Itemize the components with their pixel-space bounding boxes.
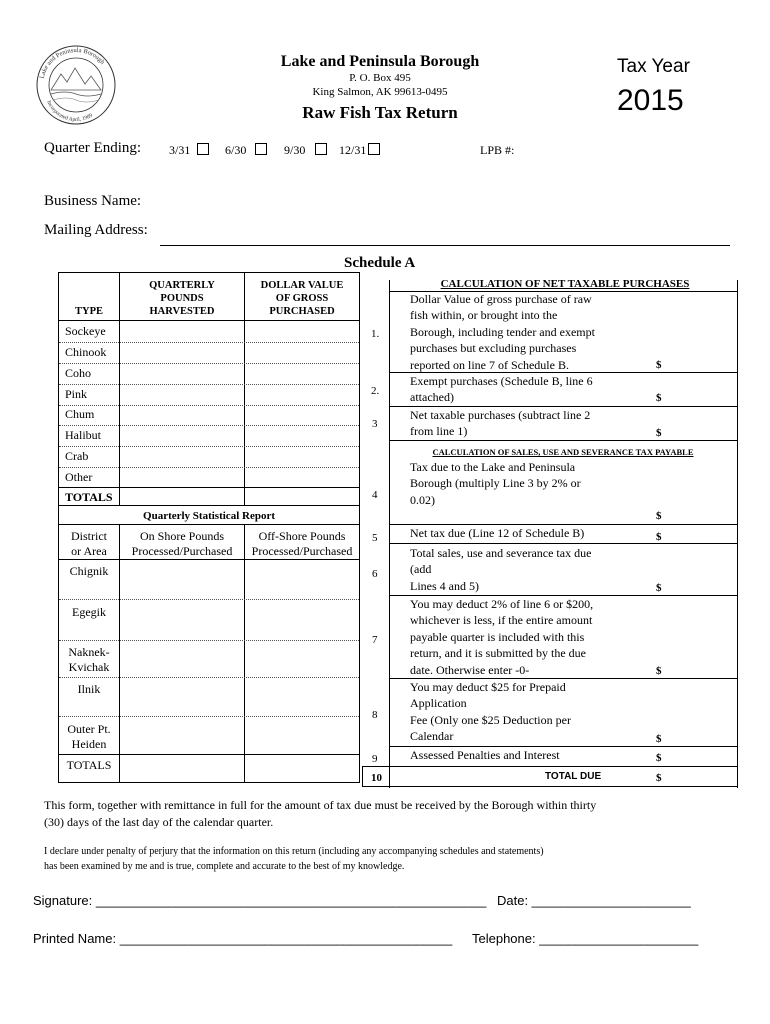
telephone-field[interactable]: Telephone: ______________________ [472, 931, 699, 946]
line3-text: from line 1) [410, 424, 468, 439]
line-number: 1. [371, 328, 380, 340]
quarter-checkbox-12-31[interactable] [368, 143, 380, 155]
line-number: 3 [372, 418, 378, 430]
quarter-checkbox-9-30[interactable] [315, 143, 327, 155]
line8-dollar: $ [656, 733, 662, 745]
signature-field[interactable]: Signature: ______________________________________________________ [33, 893, 487, 908]
line1-text: Borough, including tender and exempt [410, 324, 595, 339]
stat-col-onshore: Processed/Purchased [131, 544, 233, 558]
species-crab: Crab [65, 449, 89, 463]
line9-text: Assessed Penalties and Interest [410, 748, 560, 762]
organization-name: Lake and Peninsula Borough [280, 53, 480, 70]
line-number: 2. [371, 385, 380, 397]
line6-text: Lines 4 and 5) [410, 578, 479, 593]
remittance-notice: (30) days of the last day of the calendar quarter. [44, 815, 274, 829]
line5-dollar: $ [656, 531, 662, 543]
species-halibut: Halibut [65, 428, 101, 442]
stat-col-district: or Area [71, 544, 107, 558]
district-ilnik: Ilnik [77, 682, 101, 696]
sales-tax-heading: CALCULATION OF SALES, USE AND SEVERANCE TAX PAYABLE [432, 447, 694, 457]
totals-row-label: TOTALS [65, 490, 113, 504]
line7-text: return, and it is submitted by the due [410, 646, 586, 661]
lpb-number-label: LPB #: [480, 143, 515, 157]
total-due-label: TOTAL DUE [545, 771, 602, 782]
borough-seal-logo [35, 44, 117, 126]
stat-col-offshore: Processed/Purchased [251, 544, 353, 558]
quarter-option-label: 12/31 [339, 143, 367, 157]
col-type-header: TYPE [74, 306, 103, 317]
form-title: Raw Fish Tax Return [302, 103, 458, 122]
line8-text: Fee (Only one $25 Deduction per [410, 712, 571, 727]
line6-dollar: $ [656, 582, 662, 594]
stat-col-onshore: On Shore Pounds [139, 529, 224, 543]
perjury-declaration: I declare under penalty of perjury that the information on this return (including any accompanying schedules and statements) [44, 846, 544, 857]
line4-text: 0.02) [410, 492, 435, 507]
line1-text: reported on line 7 of Schedule B. [410, 357, 569, 372]
po-box: P. O. Box 495 [349, 72, 411, 84]
business-name-label: Business Name: [44, 193, 142, 209]
line1-dollar: $ [656, 359, 662, 371]
total-due-dollar: $ [656, 772, 662, 784]
col-pounds-header: QUARTERLY [149, 280, 215, 291]
quarter-option-label: 6/30 [225, 143, 247, 157]
tax-year-label: Tax Year [617, 56, 690, 77]
col-value-header: DOLLAR VALUE [260, 280, 344, 291]
species-sockeye: Sockeye [65, 324, 106, 338]
line7-text: payable quarter is included with this [410, 629, 585, 644]
line6-text: (add [410, 562, 432, 577]
col-pounds-header: POUNDS [160, 293, 204, 304]
quarter-checkbox-6-30[interactable] [255, 143, 267, 155]
line4-text: Tax due to the Lake and Peninsula [410, 460, 576, 474]
city-state-zip: King Salmon, AK 99613-0495 [312, 86, 448, 98]
line1-text: purchases but excluding purchases [410, 341, 577, 356]
quarter-option-label: 9/30 [284, 143, 306, 157]
line2-text: Exempt purchases (Schedule B, line 6 [410, 374, 593, 388]
line-number: 9 [372, 753, 378, 765]
district-chignik: Chignik [69, 564, 109, 578]
line-number: 4 [372, 489, 378, 501]
date-field[interactable]: Date: ______________________ [497, 893, 691, 908]
stat-totals-label: TOTALS [66, 758, 112, 772]
line7-text: whichever is less, if the entire amount [410, 613, 593, 628]
stat-report-title: Quarterly Statistical Report [143, 510, 275, 522]
line4-dollar: $ [656, 510, 662, 522]
stat-col-offshore: Off-Shore Pounds [258, 529, 346, 543]
district-naknek-kvichak: Kvichak [68, 660, 110, 674]
svg-text:Incorporated April, 1989: Incorporated April, 1989 [45, 99, 94, 124]
line2-dollar: $ [656, 392, 662, 404]
stat-col-district: District [71, 529, 107, 543]
quarter-ending-label: Quarter Ending: [44, 140, 142, 156]
remittance-notice: This form, together with remittance in full for the amount of tax due must be received by the Borough within thirty [44, 798, 597, 812]
mailing-address-label: Mailing Address: [44, 222, 148, 238]
line-number: 5 [372, 532, 378, 544]
col-pounds-header: HARVESTED [149, 306, 215, 317]
district-egegik: Egegik [72, 605, 106, 619]
line-number: 7 [372, 634, 378, 646]
district-naknek-kvichak: Naknek- [68, 645, 110, 659]
col-value-header: PURCHASED [269, 306, 335, 317]
svg-text:Lake and Peninsula Borough: Lake and Peninsula Borough [38, 46, 106, 80]
tax-calculation-section [362, 272, 742, 792]
line8-text: Calendar [410, 729, 454, 744]
line8-text: Application [410, 696, 467, 711]
col-value-header: OF GROSS [275, 293, 329, 304]
line-number: 8 [372, 709, 378, 721]
species-coho: Coho [65, 366, 92, 380]
district-outer-pt-heiden: Outer Pt. [67, 722, 111, 736]
line7-text: You may deduct 2% of line 6 or $200, [410, 597, 594, 611]
species-other: Other [65, 470, 93, 484]
line3-dollar: $ [656, 427, 662, 439]
line-number: 6 [372, 568, 378, 580]
net-taxable-heading: CALCULATION OF NET TAXABLE PURCHASES [440, 278, 690, 290]
species-pink: Pink [65, 387, 88, 401]
line8-text: You may deduct $25 for Prepaid [410, 680, 566, 694]
line-number: 10 [371, 772, 382, 784]
line1-text: fish within, or brought into the [410, 308, 558, 323]
line7-text: date. Otherwise enter -0- [410, 662, 530, 677]
line5-text: Net tax due (Line 12 of Schedule B) [410, 526, 585, 540]
district-outer-pt-heiden: Heiden [71, 737, 107, 751]
line9-dollar: $ [656, 752, 662, 764]
quarter-option-label: 3/31 [169, 143, 191, 157]
line3-text: Net taxable purchases (subtract line 2 [410, 408, 591, 422]
schedule-title: Schedule A [344, 255, 416, 271]
line4-text: Borough (multiply Line 3 by 2% or [410, 476, 581, 491]
mailing-address-field[interactable] [160, 245, 730, 246]
perjury-declaration: has been examined by me and is true, complete and accurate to the best of my knowledge. [44, 861, 405, 872]
printed-name-field[interactable]: Printed Name: ______________________________________________ [33, 931, 453, 946]
species-chum: Chum [65, 407, 95, 421]
line7-dollar: $ [656, 665, 662, 677]
tax-year: 2015 [617, 84, 684, 117]
species-chinook: Chinook [65, 345, 107, 359]
quarter-checkbox-3-31[interactable] [197, 143, 209, 155]
line1-text: Dollar Value of gross purchase of raw [410, 292, 592, 306]
harvest-table [58, 272, 360, 783]
line2-text: attached) [410, 390, 454, 405]
line6-text: Total sales, use and severance tax due [410, 546, 592, 560]
